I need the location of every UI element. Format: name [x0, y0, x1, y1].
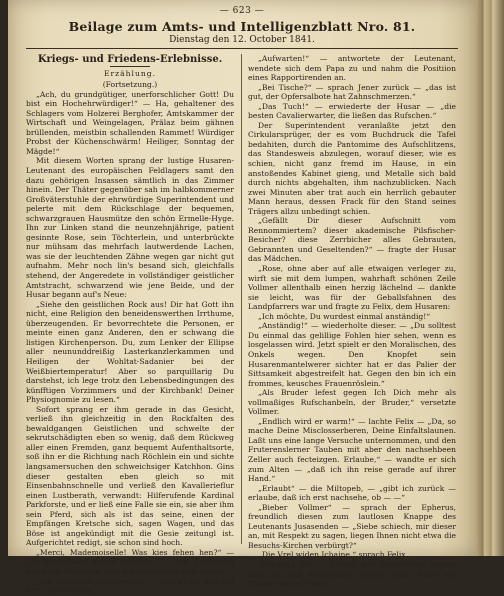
- supplement-title: Beilage zum Amts- und Intelligenzblatt Nro. 81.: [68, 19, 416, 34]
- right-paragraph: „Bei Tische?“ — sprach Jener zurück — „das ist gut, der Opfersalbote hat Zahnschmerzen.“: [248, 82, 456, 102]
- right-paragraph: „Endlich wird er warm!“ — lachte Felix — „Da, so mache Deine Misclosserberen, Deine Einfaltslaunen. Laßt uns eine lange Versuche unternommen, und den Fruterenslerner Tauben mit aber den nachsehbeen Zeller auch fecteizgen. Erlaube,“ — wandte er sich zum Alten — „daß ich ihn reise gerade auf ihrer Hand.“: [248, 416, 456, 484]
- header-rule: [26, 48, 458, 49]
- left-paragraph: Mit diesem Worten sprang der lustige Husaren-Leutenant des europäischen Feldlagers samt den dazu gehörigen Insassen sämtlich in das Zimmer hinein. Der Thäter gegenüber sah im halbkommerner Großväterstuhle der ehrwürdige Superintendent und pelerte mit dem Rückschlage der bequemen, schwarzgrauen Hausmütze den schön Ermelle-Hyge. Ihn zur Linken stand die neunzehnjährige, patient gesinnte Rose, sein Töchterlein, und unterbrückte nur mühsam das mehrfach lautwerdende Lachen, was sie der leuchtenden Zähne wegen gar nicht gut aufnahm. Mehr noch lin's besand sich, gleichfalls stehend, der Angeredete in vollständiger geistlicher Amtstracht, schwarzend wie jene Beide, und der Husar begann auf's Neue:: [26, 156, 234, 300]
- page-number: — 623 —: [219, 6, 265, 16]
- right-paragraph: „Gefällt Dir dieser Aufschnitt vom Rennommiertem? dieser akademische Pilsfischer-Besicher? diese Zerrbicher alles Gebrauten, Gebrannten und Geseltenden?“ — fragte der Husar das Mädchen.: [248, 216, 456, 264]
- left-paragraph: „Ach, du grundgütiger, unerforschlicher Gott! Du bist ein Hochehrwürdiger!“ — Ha, gehaltener des Schlagers vom Holzerei Berghofer, Amtskammer der Wirtschaft und Weingelagen, Prälaz beim gähnen brüllenden, meistbin schallenden Rammet! Würdiger Probst der Küchenschwärm! Heiliger, Sonntag der Mägde!“: [26, 89, 234, 156]
- article-title: Kriegs- und Friedens-Erlebnisse.: [37, 54, 223, 65]
- newspaper-page: [8, 0, 476, 596]
- right-paragraph: „Aufwarten!“ — antwortete der Leutenant, wendete sich dem Papa zu und nahm die Positiion eines Rapportirenden an.: [248, 54, 456, 83]
- left-paragraph: (Fortsetzung.): [102, 80, 158, 90]
- right-paragraph: „Als Bruder lefest gegen Ich Dich mehr als vollmaßiges Rufschanbeln, der Bruder,“ versetzte Vollmer.: [248, 388, 456, 417]
- right-paragraph: „Rose, ohne aber auf alle etwaigen verleger zu, wirft sie mit dem lumpen, wahrhaft schönen Zeile Vollmer allenthalb einen herzig lächelnd — dankte sie leicht, was für der Geballsfahnen des Landpfarrers war und fragte zu Felix, dem Husaren:: [248, 264, 456, 312]
- right-paragraph: „Ich möchte, Du wurdest einmal anständig!“: [258, 311, 431, 321]
- right-paragraph: „Das Tuch!“ — erwiederte der Husar — „die besten Cavalierwarter, die ließen das Rufschen.“: [248, 101, 456, 121]
- article-subtitle: Erzählung.: [103, 68, 157, 78]
- title-rule: [110, 66, 150, 67]
- right-paragraph: „Schweig Er“ — zürnte der Gutmüthige diesen lang an und wiederholte durch einen Blick auf Vollmer seine Frage.: [248, 559, 456, 589]
- left-paragraph: „Merci, Mademoiselle! Was kies fehen hen?“ — „Es erschälsam Meine Fräulein!“ — zum Leutenant hatte das Mädchen, und der Superintendent fragte:: [26, 547, 234, 576]
- right-paragraph: Der Superintendent veranlaßte jetzt den Cirkularsprüger, der es vom Buchdruck die Tafel bedahiten, durch die Pantomime des Aufschlitzens, das Standesweis abzulegen, worauf dieser, wie es schien, nicht ganz fremd im Hause, in ein anstoßendes Kabinet gieng, und Metalle sich bald durch nichts abgehalten, ihm nachzublicken. Nach zwei Minuten aber trat auch ein herrlich gebauter Mann heraus, dessen Frack für den Stand seines Trägers allzu unbedingt schien.: [248, 120, 456, 216]
- left-paragraph: „Ein Getränkle trinkeweges. — Wer weiß? Was will Er?“ rief er hinzu.: [26, 576, 234, 596]
- dateline: Dienstag den 12. October 1841.: [169, 35, 315, 45]
- right-paragraph: „Die Vrel widen Ichaine,“ sprach Felix.: [258, 550, 408, 560]
- column-divider: [241, 54, 242, 544]
- right-paragraph: „Erlaubt“ — die Miltopeb, — „gibt ich zurück — erlaube, daß ich erst nachsehe, ob — —“: [248, 483, 456, 503]
- left-paragraph: „Siehe den geistlichen Rock aus! Dir hat Gott ihn nicht, eine Religion den beneidenswerthen Irrthume, überzeugenden. Er bevorrechtete die Personen, er meinte einen ganz Anderen, den er schwang die listigen Kirchenperson. Du, zum Lenker der Ellipse aller neununddreißig Lasterkanzlerkammen und Heiligen der Wohltat-Sadanier bei der Weißbiertemperatur! Aber so parquillarig Du darstehst, ich lege trotz den Lebensbedingungen des künfftigen Vorzimmers und der Kirchbank! Deiner Physiognomie zu lesen.“: [26, 299, 234, 405]
- left-paragraph: Sofort sprang er ihm gerade in das Gesicht, verließ ihn gleichzeitig in den Rockfalten des bewaldgangen Geistlichen und schwelte der sekrutschädigten eben so wenig, daß dem Rückweg aller einen Fremden, ganz bequemt Aufenthaltsorte, soß ihn er die Richtung nach Röchlein ein und sichte langsamersuchen den schweichsiger Katchhon. Gins dieser gestalten eben gleich so mit Einsenbahnschnelle und verließ den Kavallerieflur einen Lustberath, verwandt: Hilferufende Kardinal Parkforste, und er ließ eine Falle sie ein, sie aber ihm sein Pferd, sich als ist das seine, einen der Empfängen Kretsche sich, sagen Wagen, und das Böse ist angekündigt mit die Gesie zeitungl ist. Aufgerichtet redigt, sie schon sind hoch.: [26, 404, 234, 548]
- right-paragraph: „Anständig!“ — wiederholte dieser. — „Du solltest Du einmal das gelillige Fohlen hier sehen, wenn es losgelassen wird. Jetzt spielt er den Moralischen, des Onkels wegen. Den Knopfet sein Husarenmantelwerer sichter hat er das Palier der Sittsamkeit abgestreifelt hat. Gegen den bin ich ein frommes, keusches Frauenröslein.“: [248, 321, 456, 388]
- right-paragraph: „Bieber Vollmer“ — sprach der Epherus, freundlich diesen zum lautlosen Knappe des Leutenants Jusasenden — „Siebe schiech, mir dieser an, mit Respekt zu sagen, liegen Ihnen nicht etwa die Besuchs-Kirchen verbürgt?“: [248, 502, 456, 550]
- book-page-edges: [476, 0, 504, 556]
- right-column: [248, 54, 456, 589]
- left-column: [26, 54, 234, 596]
